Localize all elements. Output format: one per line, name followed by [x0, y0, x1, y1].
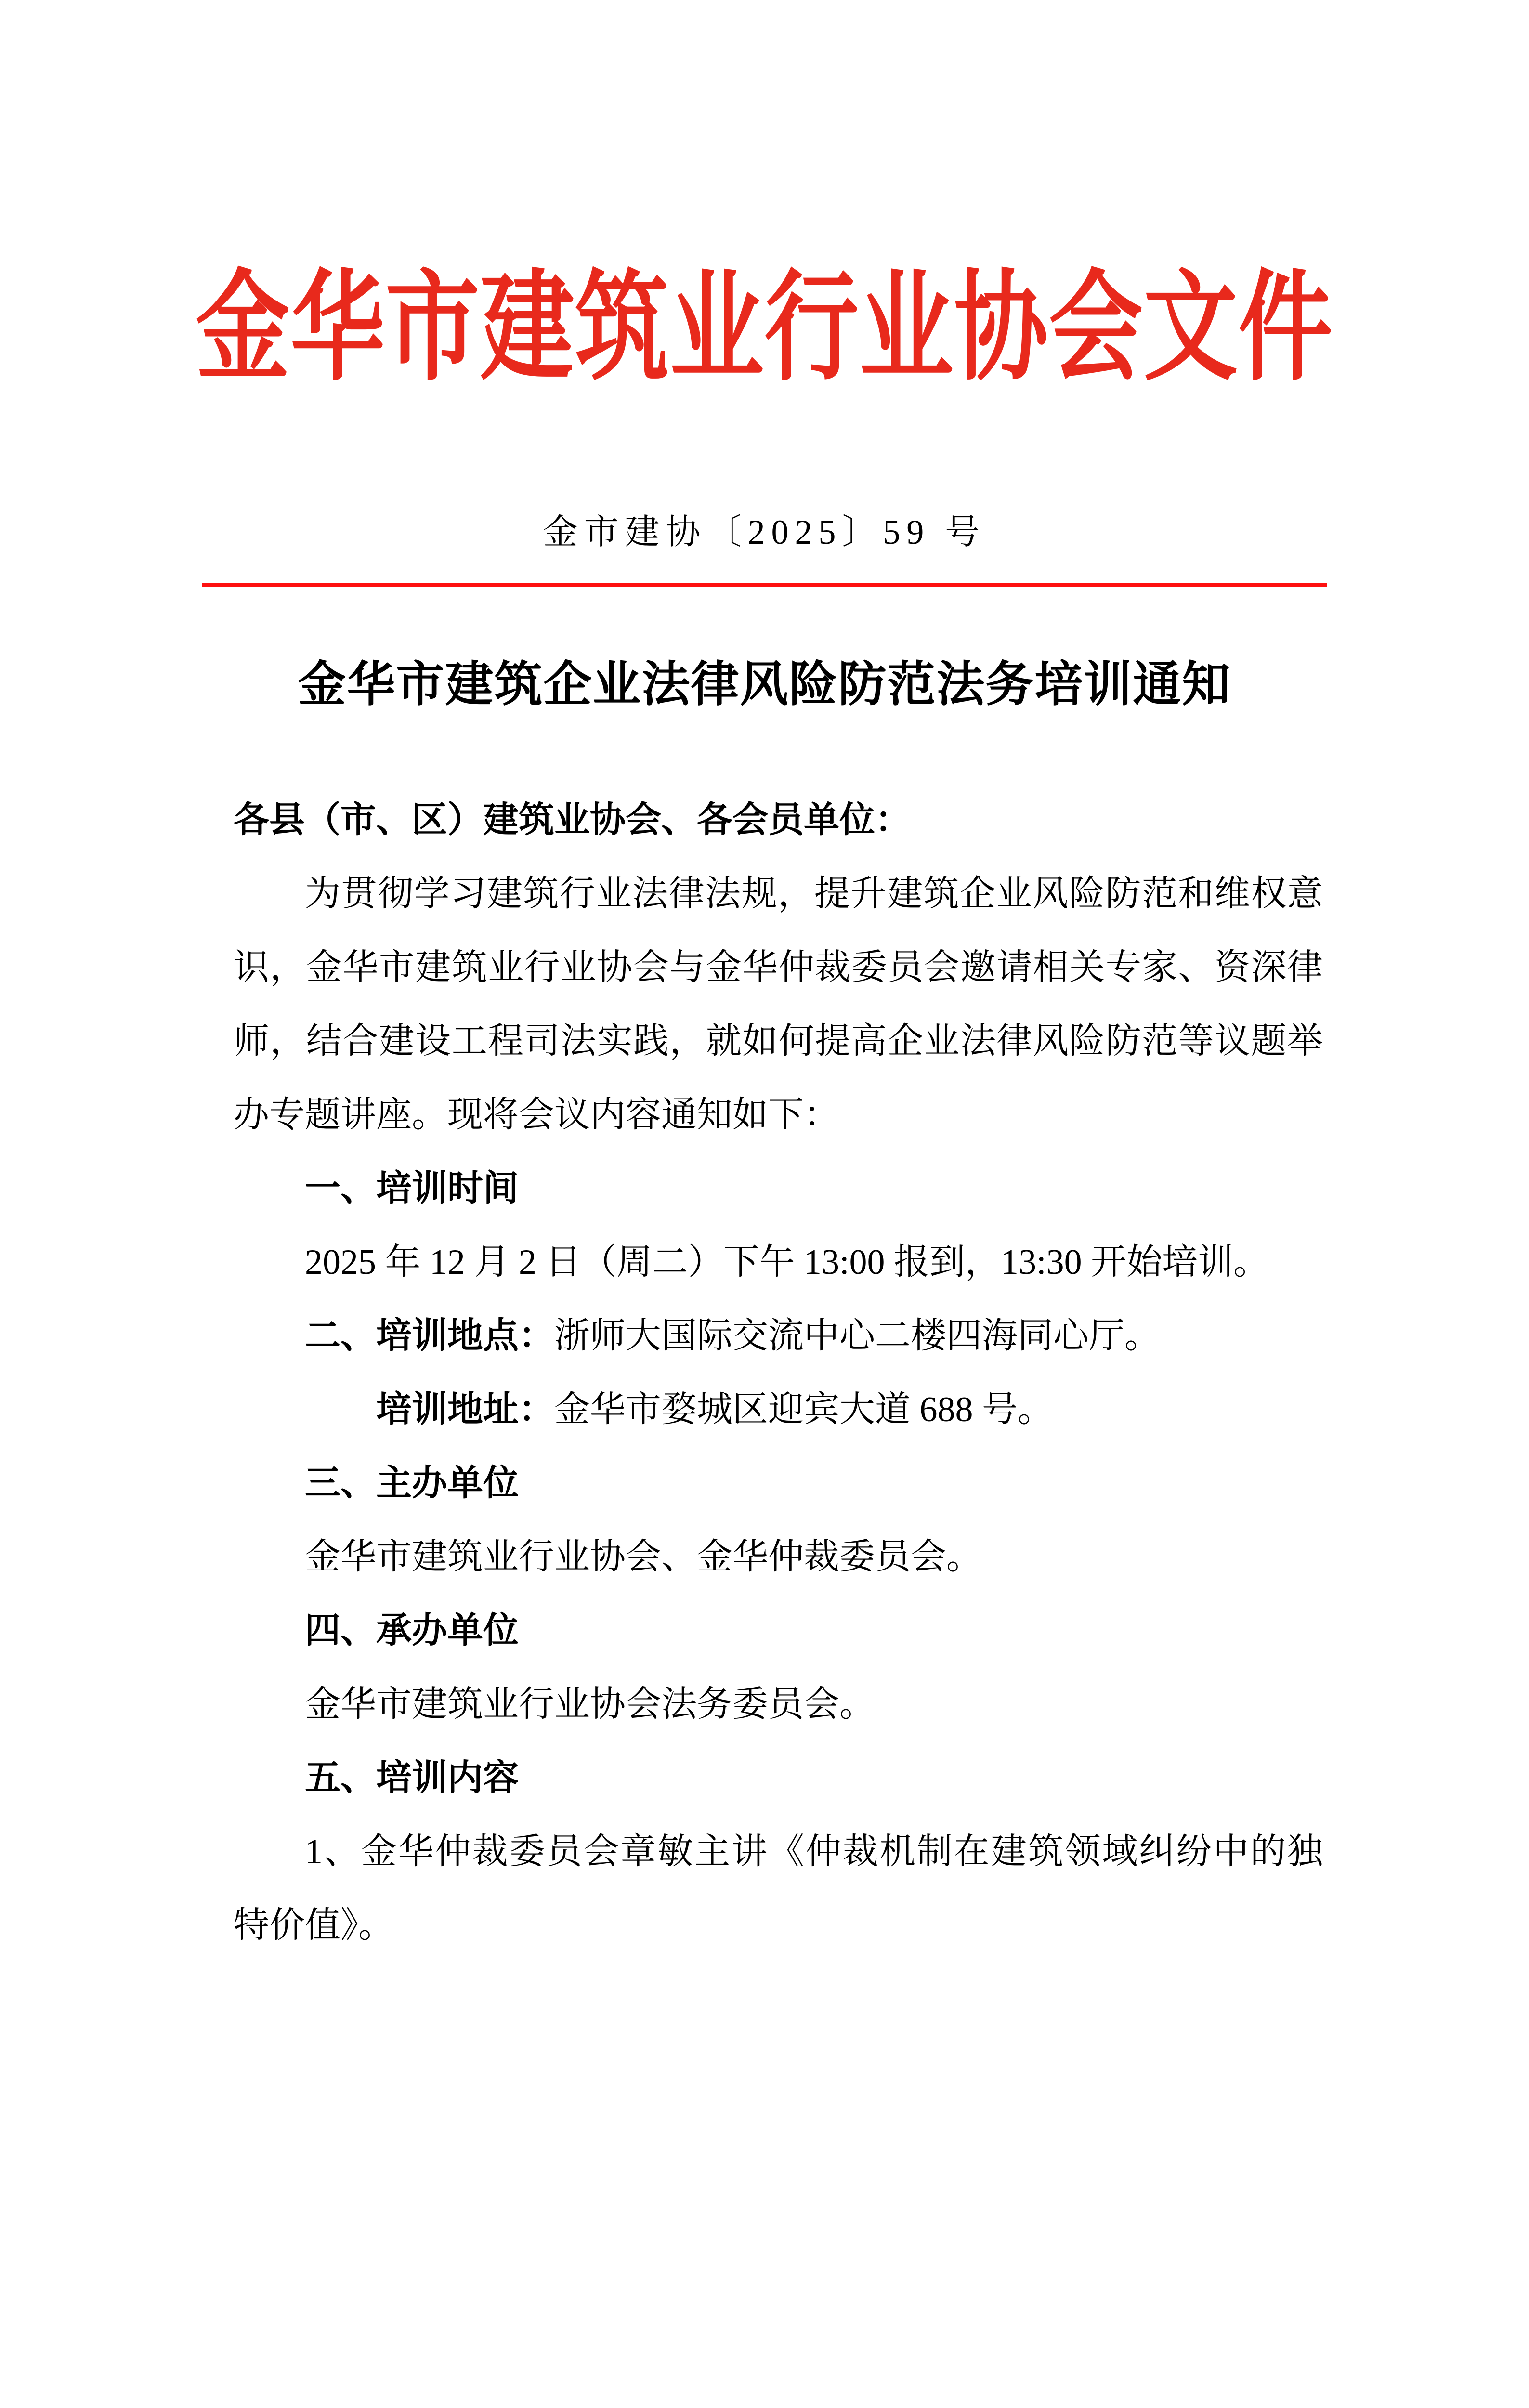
body-line — [234, 1005, 1323, 1078]
body-line — [234, 1152, 1323, 1226]
body-line — [234, 1078, 1323, 1152]
body-line — [234, 1373, 1323, 1447]
body-text-bold: 四、承办单位 — [305, 1611, 519, 1650]
body-text-bold: 一、培训时间 — [305, 1169, 519, 1208]
body-line — [234, 784, 1323, 857]
body-line — [234, 1520, 1323, 1594]
body-line — [234, 1594, 1323, 1668]
body-text: 师，结合建设工程司法实践，就如何提高企业法律风险防范等议题举 — [234, 1021, 1323, 1061]
body-line — [234, 1226, 1323, 1299]
body-text-bold: 二、培训地点： — [305, 1316, 554, 1356]
body-line — [234, 857, 1323, 931]
body-text: 金华市建筑业行业协会、金华仲裁委员会。 — [305, 1537, 982, 1577]
body-line — [234, 1447, 1323, 1520]
body-text: 2025 年 12 月 2 日（周二）下午 13:00 报到，13:30 开始培训。 — [305, 1243, 1269, 1282]
body-line — [234, 1741, 1323, 1815]
body-text: 金华市婺城区迎宾大道 688 号。 — [554, 1390, 1053, 1429]
body-text: 浙师大国际交流中心二楼四海同心厅。 — [554, 1316, 1160, 1356]
body-text: 1、金华仲裁委员会章敏主讲《仲裁机制在建筑领域纠纷中的独 — [305, 1832, 1323, 1871]
org-header-title: 金华市建筑业行业协会文件 — [196, 262, 1333, 395]
body-text: 特价值》。 — [234, 1906, 394, 1945]
body-text-bold: 五、培训内容 — [305, 1758, 519, 1798]
body-text-bold: 三、主办单位 — [305, 1464, 519, 1503]
body-text: 金华市建筑业行业协会法务委员会。 — [305, 1685, 875, 1724]
body-line — [234, 1889, 1323, 1963]
body-line — [234, 1668, 1323, 1741]
notice-body — [234, 784, 1323, 1963]
notice-title: 金华市建筑企业法律风险防范法务培训通知 — [298, 658, 1231, 711]
document-page — [0, 262, 1529, 2408]
body-line — [234, 931, 1323, 1005]
body-line — [234, 1815, 1323, 1889]
body-text: 为贯彻学习建筑行业法律法规，提升建筑企业风险防范和维权意 — [305, 874, 1323, 914]
body-text-bold: 培训地址： — [376, 1390, 554, 1429]
body-line — [234, 1299, 1323, 1373]
body-text-bold: 各县（市、区）建筑业协会、各会员单位： — [234, 800, 911, 840]
doc-number: 金市建协〔2025〕59 号 — [543, 513, 986, 551]
red-header-rule — [202, 583, 1327, 587]
body-text: 办专题讲座。现将会议内容通知如下： — [234, 1095, 839, 1135]
body-text: 识，金华市建筑业行业协会与金华仲裁委员会邀请相关专家、资深律 — [234, 948, 1323, 987]
